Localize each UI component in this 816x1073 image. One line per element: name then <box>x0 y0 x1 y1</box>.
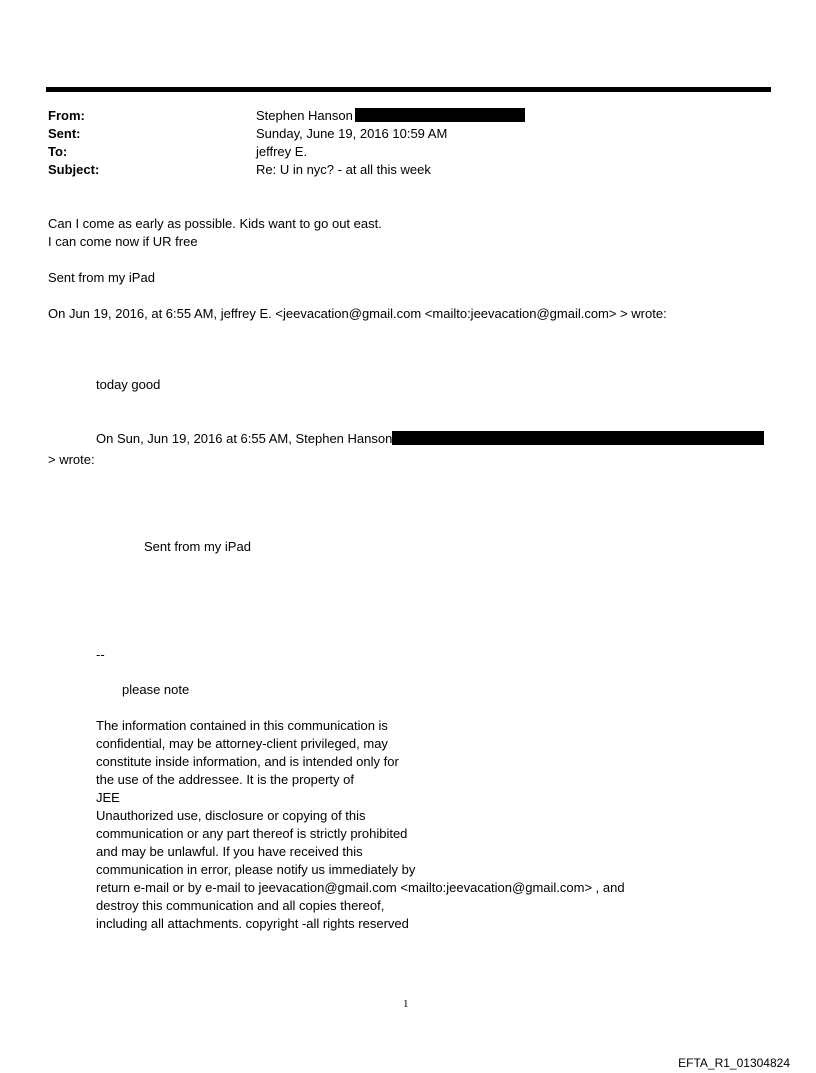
disclaimer <box>96 717 625 933</box>
quote-header-2 <box>96 430 764 448</box>
please-note: please note <box>122 682 190 697</box>
page-number: 1 <box>403 998 409 1010</box>
disclaimer-line: including all attachments. copyright -all rights reserved <box>96 916 409 931</box>
quote-header-2-wrote: > wrote: <box>48 452 95 467</box>
quote-header-2-text: On Sun, Jun 19, 2016 at 6:55 AM, Stephen Hanson <box>96 431 393 446</box>
sent-value: Sunday, June 19, 2016 10:59 AM <box>256 126 448 141</box>
disclaimer-line: Unauthorized use, disclosure or copying of this <box>96 808 366 823</box>
document-id: EFTA_R1_01304824 <box>678 1056 790 1070</box>
redaction-bar <box>355 108 525 122</box>
header-rule <box>46 87 771 92</box>
to-label: To: <box>48 144 68 159</box>
disclaimer-line: return e-mail or by e-mail to jeevacation@gmail.com <mailto:jeevacation@gmail.com> , and <box>96 880 625 895</box>
subject-label: Subject: <box>48 162 100 177</box>
disclaimer-line: The information contained in this communication is <box>96 718 388 733</box>
quote-header-1: On Jun 19, 2016, at 6:55 AM, jeffrey E. <jeevacation@gmail.com <mailto:jeevacation@gmail.com> > wrote: <box>48 306 667 321</box>
disclaimer-line: JEE <box>96 790 120 805</box>
reply-text: today good <box>96 377 161 392</box>
signature-separator: -- <box>96 647 105 662</box>
signature-ipad: Sent from my iPad <box>48 270 155 285</box>
from-label: From: <box>48 108 85 123</box>
to-value: jeffrey E. <box>256 144 308 159</box>
redaction-bar <box>392 431 764 445</box>
sent-label: Sent: <box>48 126 81 141</box>
disclaimer-line: constitute inside information, and is intended only for <box>96 754 399 769</box>
body-line-1: Can I come as early as possible. Kids want to go out east. <box>48 216 382 231</box>
disclaimer-line: confidential, may be attorney-client privileged, may <box>96 736 388 751</box>
subject-value: Re: U in nyc? - at all this week <box>256 162 431 177</box>
disclaimer-line: communication or any part thereof is strictly prohibited <box>96 826 408 841</box>
disclaimer-line: and may be unlawful. If you have received this <box>96 844 363 859</box>
disclaimer-line: communication in error, please notify us immediately by <box>96 862 416 877</box>
from-value <box>256 107 525 125</box>
disclaimer-line: destroy this communication and all copies thereof, <box>96 898 385 913</box>
disclaimer-line: the use of the addressee. It is the property of <box>96 772 354 787</box>
from-name: Stephen Hanson <box>256 108 353 123</box>
body-line-2: I can come now if UR free <box>48 234 198 249</box>
signature-ipad-quoted: Sent from my iPad <box>144 539 251 554</box>
